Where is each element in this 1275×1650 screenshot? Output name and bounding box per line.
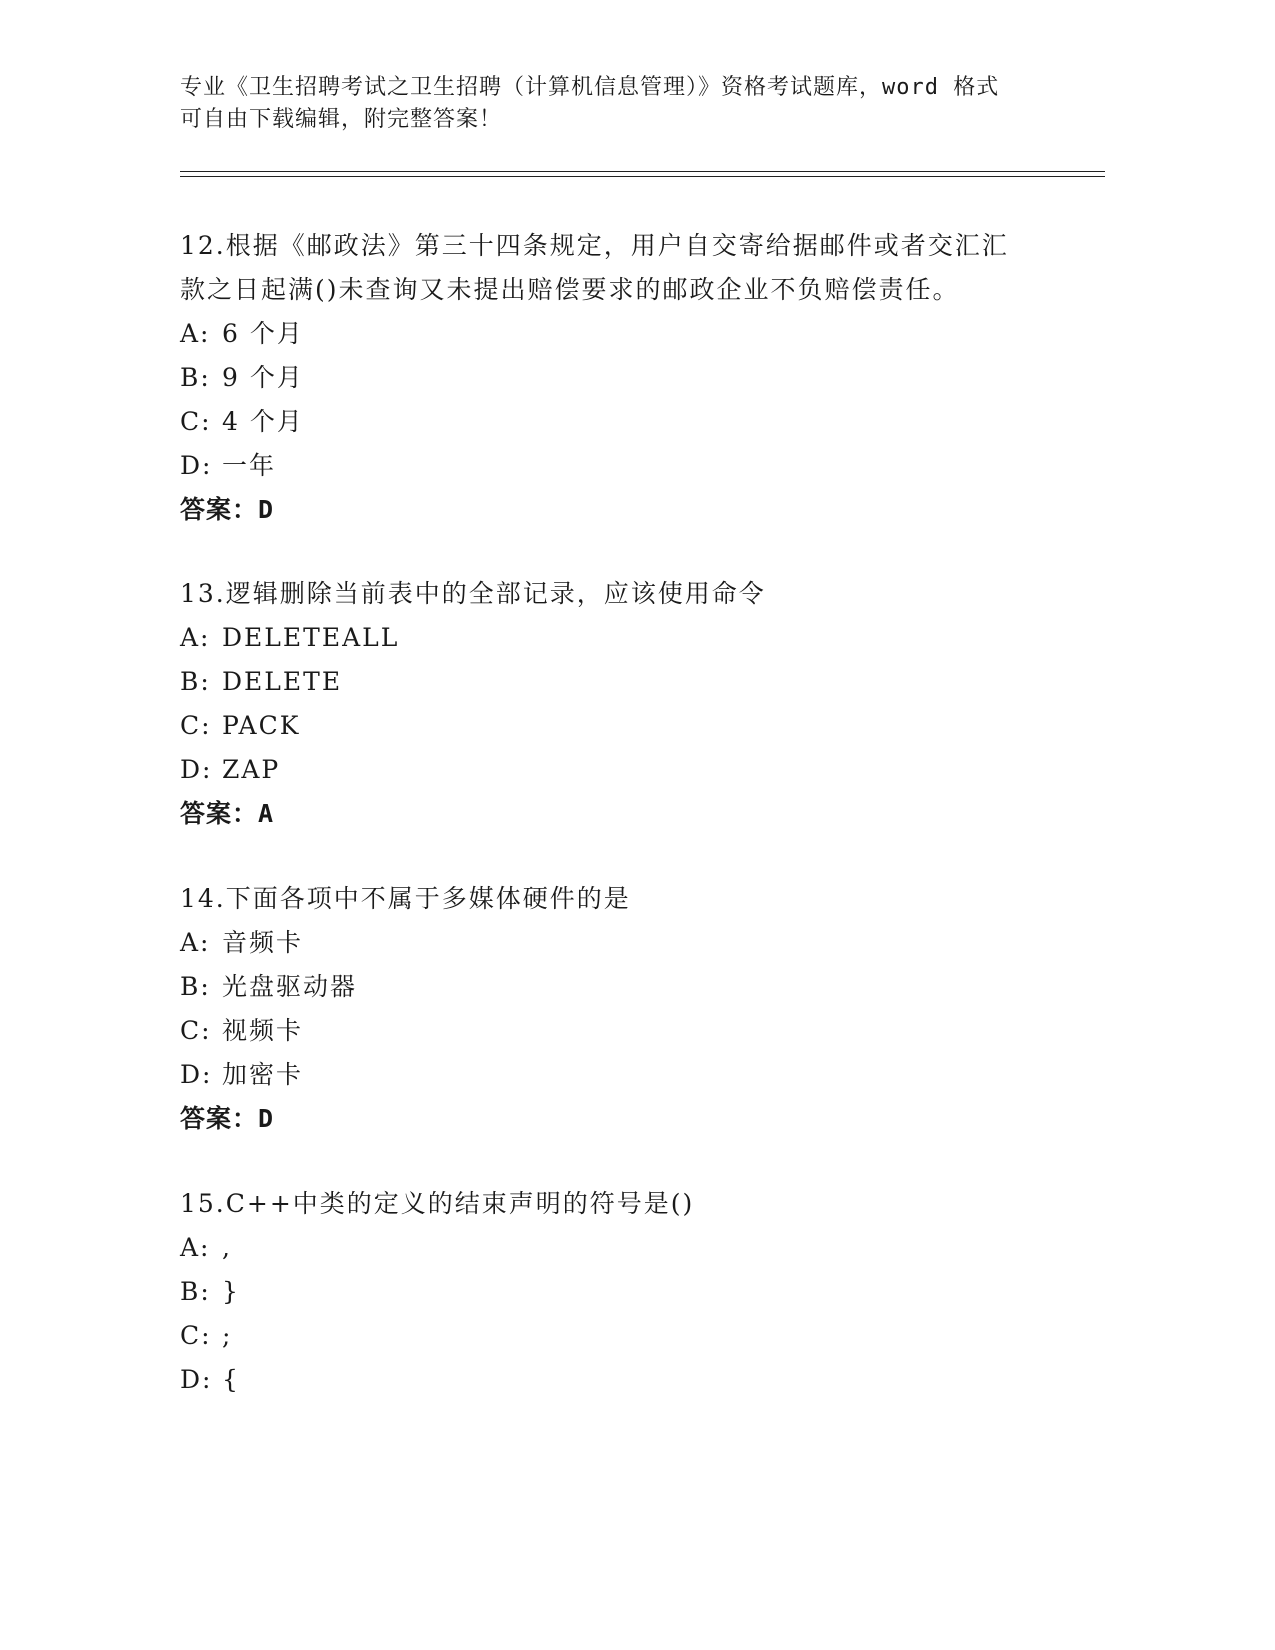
option-text: { [222,1365,240,1394]
option-letter: A: [180,319,211,348]
question-text: 14.下面各项中不属于多媒体硬件的是 [180,884,631,913]
question-15 [180,1182,1080,1402]
option-letter: A: [180,928,211,957]
question-text: 13.逻辑删除当前表中的全部记录，应该使用命令 [180,579,766,608]
question-text [180,224,1080,312]
option-b [180,356,1080,400]
option-d [180,748,1080,792]
option-text: } [222,1277,240,1306]
header-divider-bottom [180,176,1105,177]
option-c [180,400,1080,444]
option-letter: B: [180,363,211,392]
answer-label: 答案：D [180,495,275,524]
option-letter: A: [180,1233,211,1262]
answer-label: 答案：D [180,1104,275,1133]
option-text: 光盘驱动器 [222,972,358,1001]
option-letter: B: [180,667,211,696]
option-letter: C: [180,711,212,740]
option-text: 9 个月 [222,363,304,392]
option-letter: D: [180,451,213,480]
option-d [180,1358,1080,1402]
option-c [180,704,1080,748]
question-text-line-2: 款之日起满()未查询又未提出赔偿要求的邮政企业不负赔偿责任。 [180,275,960,304]
option-text: DELETEALL [222,623,400,652]
option-letter: B: [180,1277,211,1306]
option-text: 一年 [222,451,277,480]
option-letter: A: [180,623,211,652]
option-letter: C: [180,407,212,436]
question-text: 15.C++中类的定义的结束声明的符号是() [180,1189,695,1218]
option-c [180,1009,1080,1053]
option-c [180,1314,1080,1358]
option-b [180,1270,1080,1314]
header-line-2: 可自由下载编辑，附完整答案！ [180,107,503,132]
option-a [180,616,1080,660]
option-text: 4 个月 [222,407,304,436]
option-d [180,1053,1080,1097]
question-text-line-1: 12.根据《邮政法》第三十四条规定，用户自交寄给据邮件或者交汇汇 [180,231,1009,260]
question-14 [180,877,1080,1141]
option-text: PACK [222,711,301,740]
option-d [180,444,1080,488]
option-text: 6 个月 [222,319,304,348]
option-letter: C: [180,1321,212,1350]
question-12 [180,224,1080,532]
option-text: ZAP [222,755,281,784]
option-text: 加密卡 [222,1060,304,1089]
option-text: 视频卡 [222,1016,304,1045]
option-text: ; [222,1321,233,1350]
option-b [180,660,1080,704]
answer-label: 答案：A [180,799,275,828]
option-text: , [222,1233,232,1262]
option-text: 音频卡 [222,928,304,957]
option-letter: D: [180,1365,213,1394]
option-a [180,312,1080,356]
option-b [180,965,1080,1009]
question-13 [180,572,1080,836]
option-letter: D: [180,1060,213,1089]
option-text: DELETE [222,667,343,696]
header-line-1: 专业《卫生招聘考试之卫生招聘（计算机信息管理）》资格考试题库，word 格式 [180,75,1000,100]
header-divider-top [180,171,1105,172]
option-a [180,1226,1080,1270]
option-letter: C: [180,1016,212,1045]
document-header [180,72,1060,136]
option-letter: B: [180,972,211,1001]
option-letter: D: [180,755,213,784]
option-a [180,921,1080,965]
